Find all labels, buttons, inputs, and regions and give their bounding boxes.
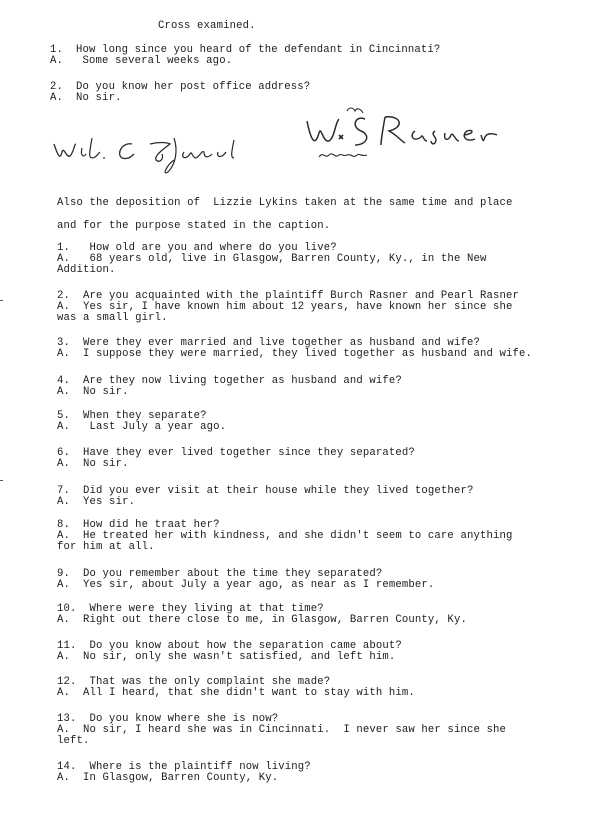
- qa-10-answer: A. Right out there close to me, in Glasgow, Barren County, Ky.: [57, 614, 467, 626]
- qa-11-question: 11. Do you know about how the separation came about?: [57, 640, 402, 652]
- qa-7-question: 7. Did you ever visit at their house while they lived together?: [57, 485, 474, 497]
- scan-edge-mark: [0, 480, 3, 481]
- qa-5-answer: A. Last July a year ago.: [57, 421, 227, 433]
- qa-9-answer: A. Yes sir, about July a year ago, as near as I remember.: [57, 579, 435, 591]
- qa-7-answer: A. Yes sir.: [57, 496, 136, 508]
- qa-6-question: 6. Have they ever lived together since they separated?: [57, 447, 415, 459]
- qa-10-question: 10. Where were they living at that time?: [57, 603, 324, 615]
- qa-14-answer: A. In Glasgow, Barren County, Ky.: [57, 772, 279, 784]
- scan-edge-mark: [0, 300, 3, 301]
- qa-3-question: 3. Were they ever married and live together as husband and wife?: [57, 337, 480, 349]
- qa-8-answer-continued: for him at all.: [57, 541, 155, 553]
- cross-question-2: 2. Do you know her post office address?: [50, 81, 311, 93]
- qa-11-answer: A. No sir, only she wasn't satisfied, and left him.: [57, 651, 396, 663]
- qa-1-answer: A. 68 years old, live in Glasgow, Barren County, Ky., in the New: [57, 253, 487, 265]
- qa-1-question: 1. How old are you and where do you live?: [57, 242, 337, 254]
- qa-8-question: 8. How did he traat her?: [57, 519, 220, 531]
- qa-2-answer-continued: was a small girl.: [57, 312, 168, 324]
- qa-9-question: 9. Do you remember about the time they separated?: [57, 568, 383, 580]
- qa-4-question: 4. Are they now living together as husband and wife?: [57, 375, 402, 387]
- cross-question-1: 1. How long since you heard of the defendant in Cincinnati?: [50, 44, 441, 56]
- qa-13-answer: A. No sir, I heard she was in Cincinnati. I never saw her since she: [57, 724, 507, 736]
- qa-12-answer: A. All I heard, that she didn't want to stay with him.: [57, 687, 415, 699]
- cross-answer-2: A. No sir.: [50, 92, 122, 104]
- qa-3-answer: A. I suppose they were married, they lived together as husband and wife.: [57, 348, 533, 360]
- qa-6-answer: A. No sir.: [57, 458, 129, 470]
- qa-2-answer: A. Yes sir, I have known him about 12 years, have known her since she: [57, 301, 513, 313]
- intro-line-1: Also the deposition of Lizzie Lykins taken at the same time and place: [57, 197, 513, 209]
- qa-13-question: 13. Do you know where she is now?: [57, 713, 279, 725]
- cross-answer-1: A. Some several weeks ago.: [50, 55, 233, 67]
- qa-1-answer-continued: Addition.: [57, 264, 116, 276]
- witness-signature: [50, 130, 260, 175]
- intro-line-2: and for the purpose stated in the caption.: [57, 220, 331, 232]
- cross-examined-heading: Cross examined.: [158, 20, 256, 32]
- qa-2-question: 2. Are you acquainted with the plaintiff Burch Rasner and Pearl Rasner: [57, 290, 520, 302]
- qa-4-answer: A. No sir.: [57, 386, 129, 398]
- qa-13-answer-continued: left.: [57, 735, 90, 747]
- qa-12-question: 12. That was the only complaint she made?: [57, 676, 331, 688]
- qa-14-question: 14. Where is the plaintiff now living?: [57, 761, 311, 773]
- qa-8-answer: A. He treated her with kindness, and she didn't seem to care anything: [57, 530, 513, 542]
- qa-5-question: 5. When they separate?: [57, 410, 207, 422]
- rasner-mark-signature: [305, 105, 515, 165]
